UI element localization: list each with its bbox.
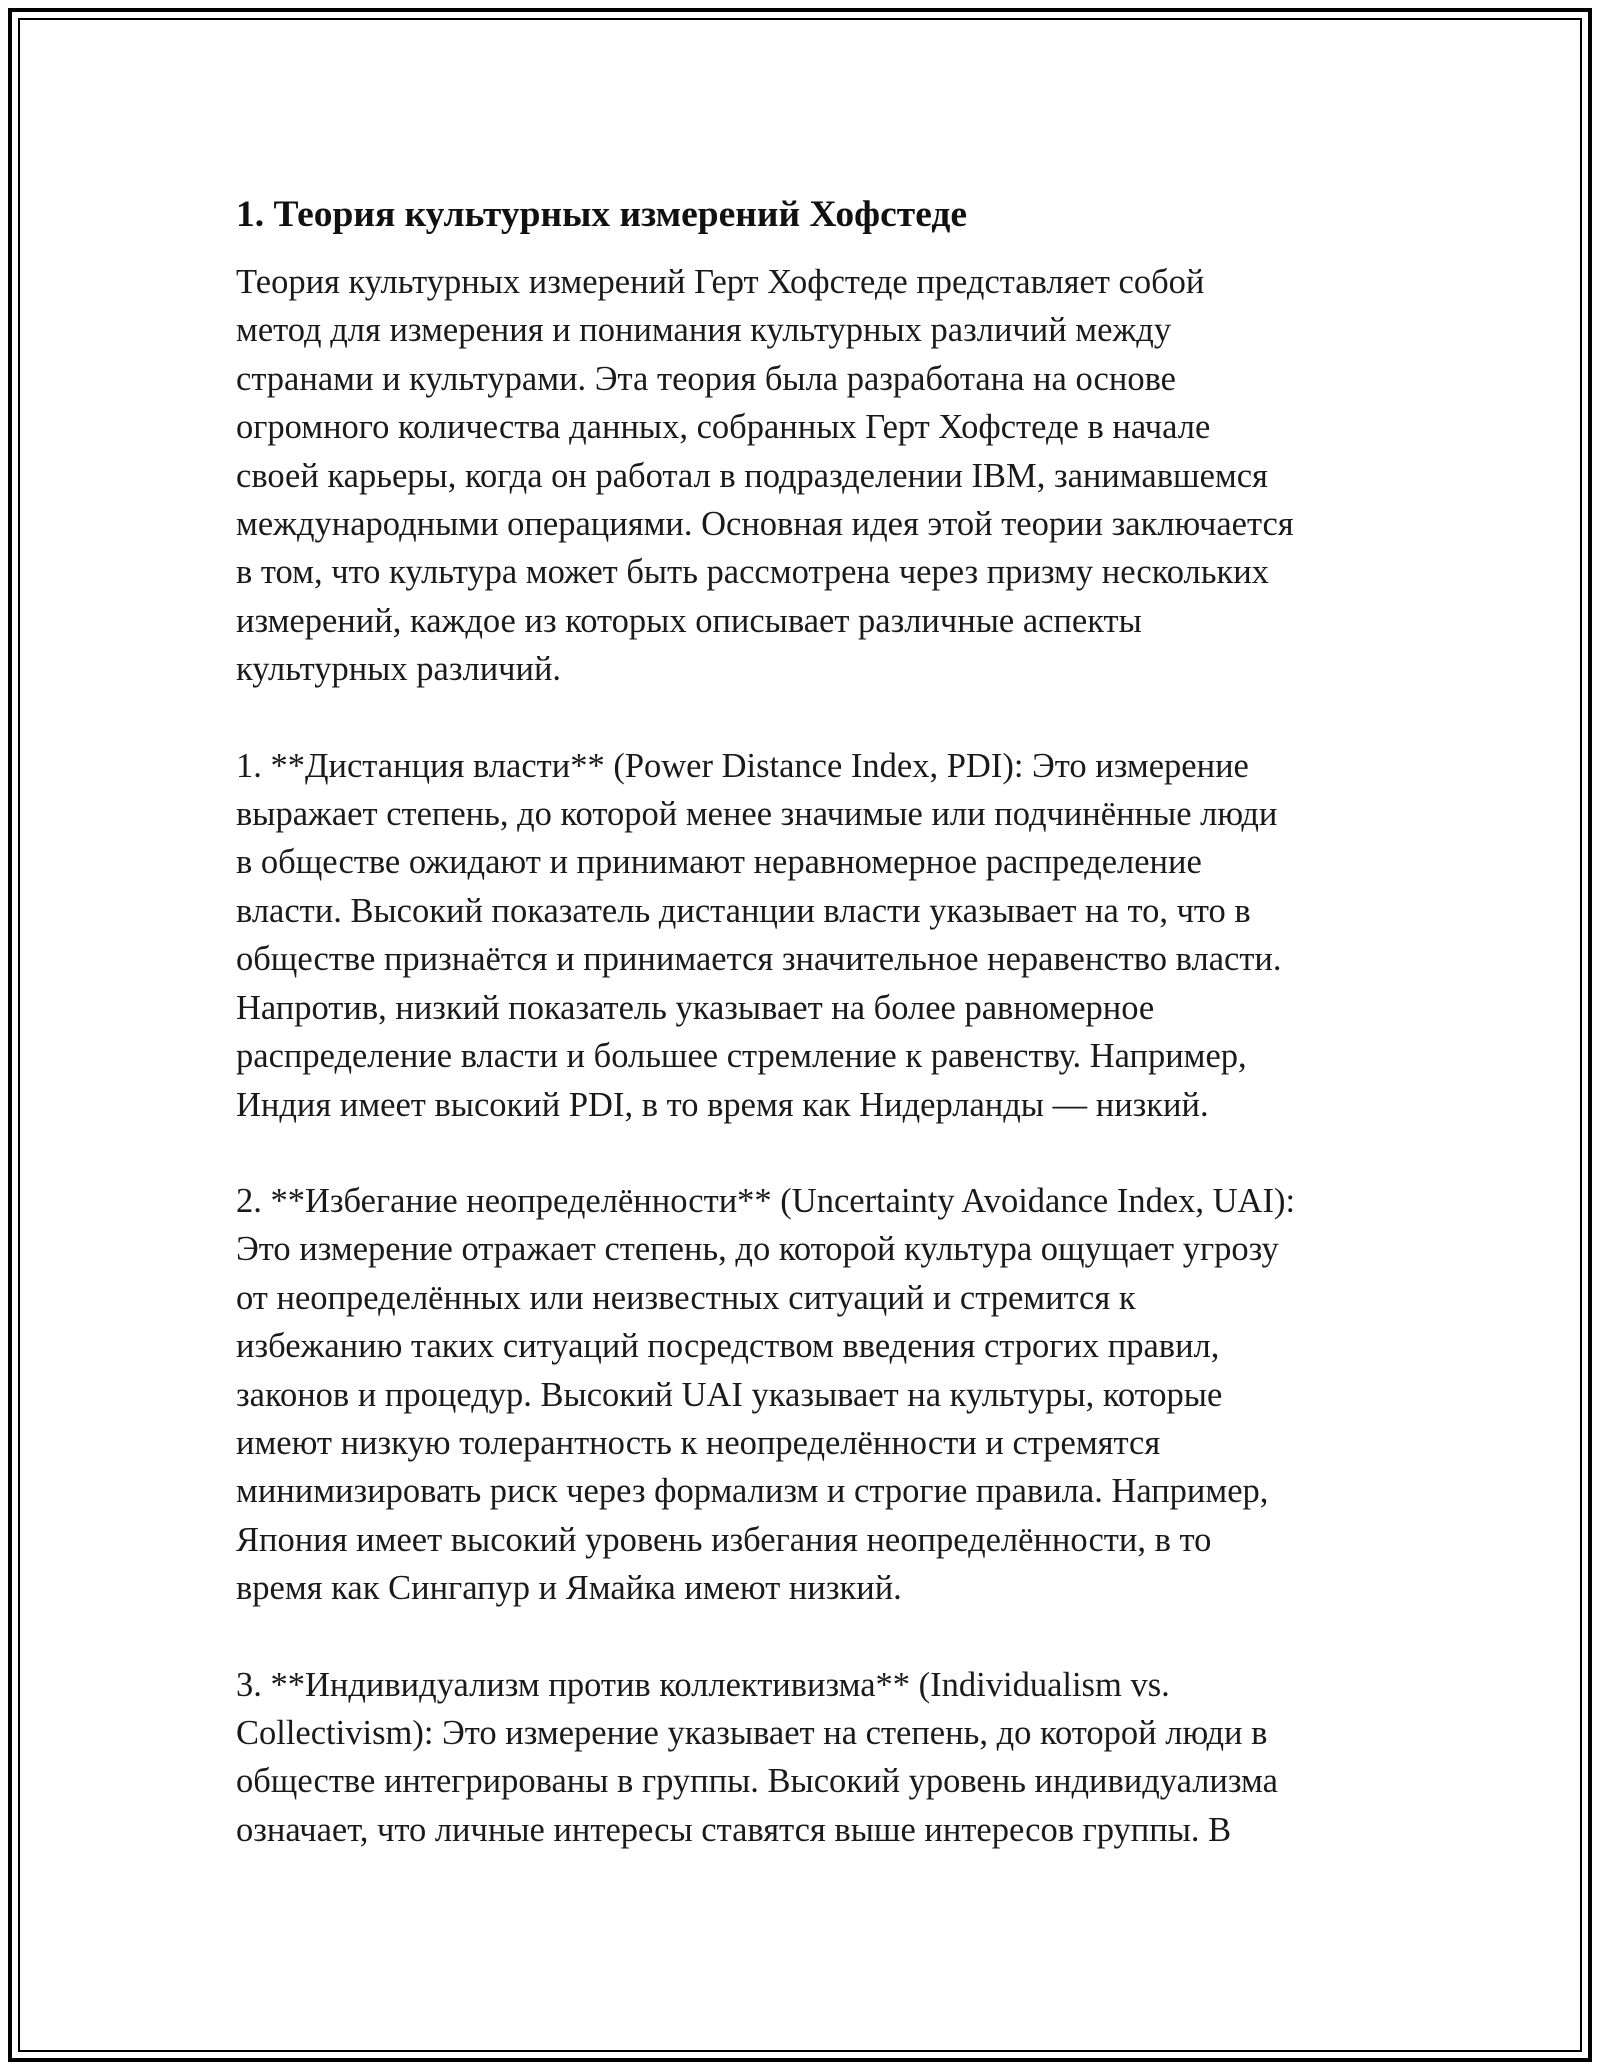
text-line: обществе интегрированы в группы. Высокий уровень индивидуализма	[236, 1762, 1278, 1801]
text-line: 3. **Индивидуализм против коллективизма** (Individualism vs.	[236, 1665, 1170, 1704]
text-line: распределение власти и большее стремление к равенству. Например,	[236, 1037, 1247, 1076]
text-line: обществе признаётся и принимается значительное неравенство власти.	[236, 940, 1282, 979]
text-line: от неопределённых или неизвестных ситуаций и стремится к	[236, 1278, 1136, 1317]
text-line: Япония имеет высокий уровень избегания неопределённости, в то	[236, 1520, 1212, 1559]
power-distance-paragraph	[236, 742, 1376, 1129]
text-line: Collectivism): Это измерение указывает на степень, до которой люди в	[236, 1713, 1268, 1752]
individualism-paragraph	[236, 1661, 1376, 1855]
intro-paragraph	[236, 258, 1376, 694]
text-line: в том, что культура может быть рассмотрена через призму нескольких	[236, 553, 1269, 592]
text-line: международными операциями. Основная идея этой теории заключается	[236, 505, 1294, 544]
text-line: огромного количества данных, собранных Герт Хофстеде в начале	[236, 408, 1211, 447]
text-line: в обществе ожидают и принимают неравномерное распределение	[236, 843, 1202, 882]
document-body	[236, 184, 1376, 1854]
text-line: Теория культурных измерений Герт Хофстеде представляет собой	[236, 263, 1205, 301]
text-line: время как Сингапур и Ямайка имеют низкий.	[236, 1569, 902, 1608]
text-line: законов и процедур. Высокий UAI указывает на культуры, которые	[236, 1375, 1223, 1414]
text-line: Индия имеет высокий PDI, в то время как Нидерланды — низкий.	[236, 1085, 1209, 1124]
text-line: означает, что личные интересы ставятся выше интересов группы. В	[236, 1810, 1232, 1849]
uncertainty-avoidance-paragraph	[236, 1177, 1376, 1613]
text-line: 1. **Дистанция власти** (Power Distance Index, PDI): Это измерение	[236, 746, 1249, 785]
section-heading: 1. Теория культурных измерений Хофстеде	[236, 194, 967, 235]
text-line: минимизировать риск через формализм и строгие правила. Например,	[236, 1472, 1269, 1511]
text-line: имеют низкую толерантность к неопределённости и стремятся	[236, 1423, 1161, 1462]
text-line: Напротив, низкий показатель указывает на более равномерное	[236, 988, 1155, 1027]
text-line: избежанию таких ситуаций посредством введения строгих правил,	[236, 1327, 1220, 1366]
text-line: Это измерение отражает степень, до которой культура ощущает угрозу	[236, 1230, 1279, 1269]
text-line: странами и культурами. Эта теория была разработана на основе	[236, 359, 1176, 398]
text-line: культурных различий.	[236, 650, 562, 689]
text-line: метод для измерения и понимания культурных различий между	[236, 311, 1172, 350]
text-line: своей карьеры, когда он работал в подразделении IBM, занимавшемся	[236, 456, 1268, 495]
text-line: 2. **Избегание неопределённости** (Uncertainty Avoidance Index, UAI):	[236, 1181, 1296, 1220]
text-line: выражает степень, до которой менее значимые или подчинённые люди	[236, 795, 1278, 834]
text-line: измерений, каждое из которых описывает различные аспекты	[236, 601, 1142, 640]
text-line: власти. Высокий показатель дистанции власти указывает на то, что в	[236, 891, 1251, 930]
